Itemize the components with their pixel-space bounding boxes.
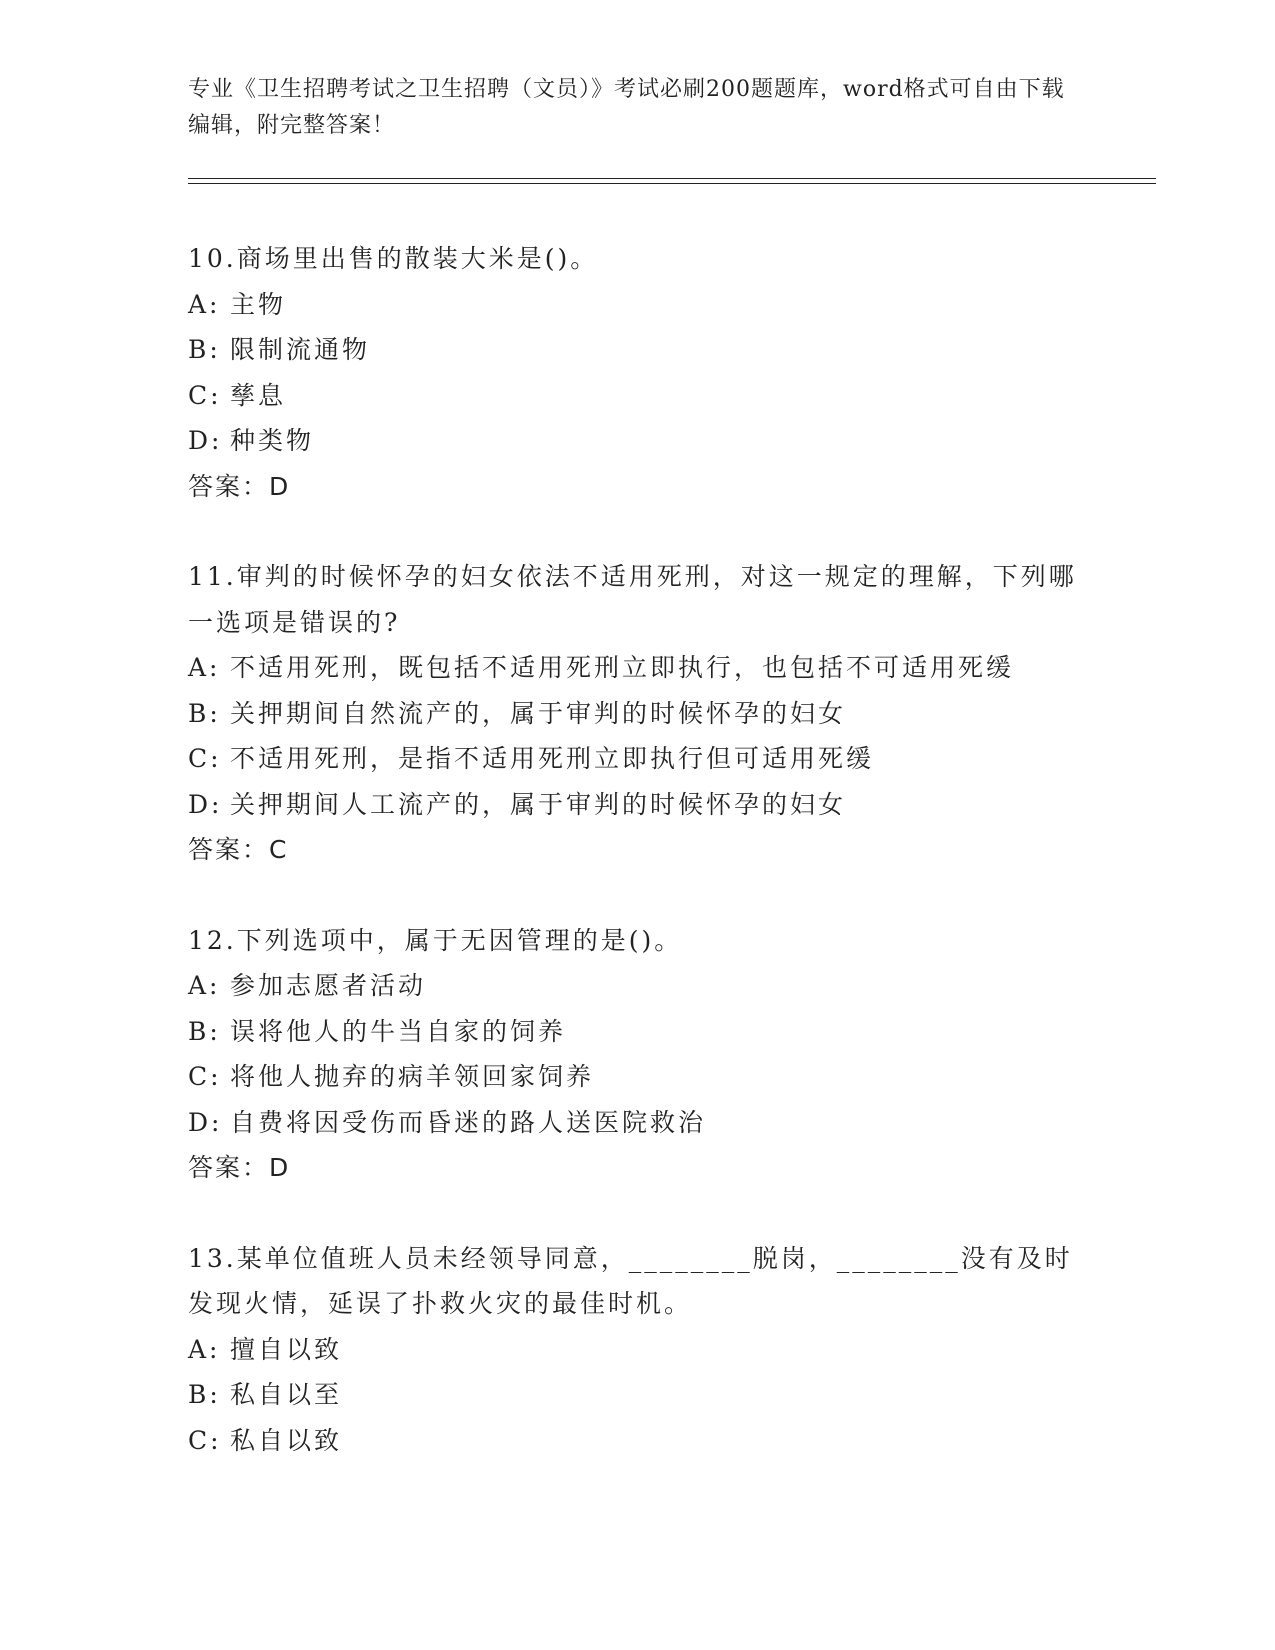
question-10 — [188, 236, 1088, 509]
option-text: 关押期间自然流产的，属于审判的时候怀孕的妇女 — [230, 698, 847, 728]
option-text: 将他人抛弃的病羊领回家饲养 — [230, 1062, 595, 1091]
option-key: B: — [188, 698, 221, 728]
header-divider-bottom — [188, 183, 1156, 184]
question-11 — [188, 554, 1088, 873]
option-text: 私自以至 — [230, 1380, 343, 1409]
option-text: 关押期间人工流产的，属于审判的时候怀孕的妇女 — [230, 789, 847, 819]
option-key: C: — [188, 1425, 222, 1455]
option-key: C: — [188, 744, 222, 773]
option-text: 种类物 — [230, 426, 315, 455]
question-13 — [188, 1236, 1088, 1464]
option-key: A: — [188, 289, 221, 319]
option-b — [188, 1372, 1088, 1418]
option-c — [188, 1418, 1088, 1464]
option-key: A: — [188, 1334, 221, 1364]
option-d — [188, 418, 1088, 464]
option-d — [188, 1100, 1088, 1146]
option-key: C: — [188, 1062, 222, 1091]
question-title: 13.某单位值班人员未经领导同意，________脱岗，________没有及时发现火情，延误了扑救火灾的最佳时机。 — [188, 1243, 1073, 1318]
option-a — [188, 282, 1088, 328]
option-b — [188, 327, 1088, 373]
option-key: B: — [188, 335, 221, 364]
answer-text: 答案：D — [188, 1153, 291, 1182]
option-text: 误将他人的牛当自家的饲养 — [230, 1016, 567, 1046]
question-12 — [188, 918, 1088, 1191]
option-key: D: — [188, 1107, 223, 1137]
option-text: 不适用死刑，是指不适用死刑立即执行但可适用死缓 — [230, 744, 875, 773]
option-key: A: — [188, 971, 221, 1000]
option-key: A: — [188, 653, 221, 682]
option-a — [188, 645, 1088, 691]
option-key: B: — [188, 1016, 221, 1046]
option-key: D: — [188, 426, 223, 455]
option-d — [188, 782, 1088, 828]
answer-text: 答案：D — [188, 471, 291, 501]
option-text: 限制流通物 — [230, 335, 371, 364]
option-a — [188, 1327, 1088, 1373]
option-a — [188, 963, 1088, 1009]
option-c — [188, 736, 1088, 782]
document-header — [188, 72, 1068, 144]
header-intro-text: 专业《卫生招聘考试之卫生招聘（文员）》考试必刷200题题库，word格式可自由下载编辑，附完整答案！ — [188, 77, 1065, 138]
question-title: 10.商场里出售的散装大米是()。 — [188, 244, 599, 273]
option-text: 自费将因受伤而昏迷的路人送医院救治 — [230, 1107, 707, 1137]
option-key: D: — [188, 789, 223, 819]
question-title: 11.审判的时候怀孕的妇女依法不适用死刑，对这一规定的理解，下列哪一选项是错误的? — [188, 562, 1077, 637]
option-text: 不适用死刑，既包括不适用死刑立即执行，也包括不可适用死缓 — [230, 653, 1015, 682]
question-list — [188, 236, 1088, 1508]
option-key: B: — [188, 1380, 221, 1409]
option-key: C: — [188, 380, 222, 410]
option-text: 擅自以致 — [230, 1334, 343, 1364]
option-c — [188, 373, 1088, 419]
option-c — [188, 1054, 1088, 1100]
option-text: 私自以致 — [230, 1425, 343, 1455]
option-text: 参加志愿者活动 — [230, 971, 427, 1000]
option-b — [188, 1009, 1088, 1055]
option-text: 孳息 — [230, 380, 287, 410]
answer-text: 答案：C — [188, 835, 289, 864]
option-text: 主物 — [230, 289, 287, 319]
question-title: 12.下列选项中，属于无因管理的是()。 — [188, 925, 683, 955]
option-b — [188, 691, 1088, 737]
header-divider-top — [188, 178, 1156, 179]
